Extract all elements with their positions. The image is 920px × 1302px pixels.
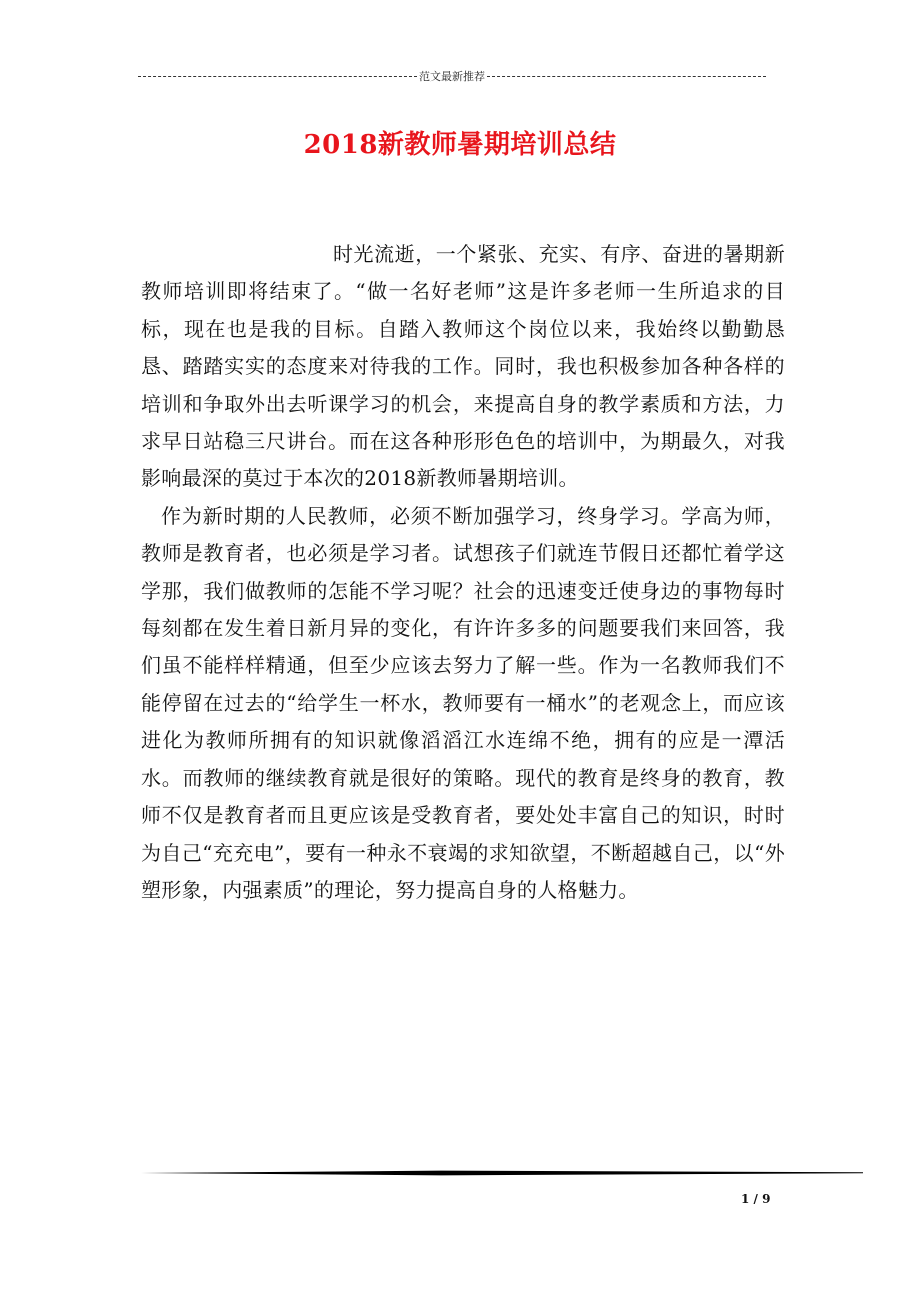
page-number: 1 / 9 (741, 1192, 771, 1206)
header-dash-left (138, 76, 417, 77)
document-body (141, 236, 785, 909)
header-dash-right (487, 76, 766, 77)
page-header (138, 68, 766, 84)
footer-rule (141, 1170, 863, 1176)
document-title: 2018新教师暑期培训总结 (303, 130, 617, 160)
paragraph-1: 时光流逝，一个紧张、充实、有序、奋进的暑期新教师培训即将结束了。“做一名好老师”这是许多老师一生所追求的目标，现在也是我的目标。自踏入教师这个岗位以来，我始终以勤勤恳恳、踏踏实实的态度来对待我的工作。同时，我也积极参加各种各样的培训和争取外出去听课学习的机会，来提高自身的教学素质和方法，力求早日站稳三尺讲台。而在这各种形形色色的培训中，为期最久，对我影响最深的莫过于本次的2018新教师暑期培训。 (141, 242, 785, 491)
header-label: 范文最新推荐 (419, 70, 485, 83)
paragraph-2: 作为新时期的人民教师，必须不断加强学习，终身学习。学高为师，教师是教育者，也必须是学习者。试想孩子们就连节假日还都忙着学这学那，我们做教师的怎能不学习呢？社会的迅速变迁使身边的事物每时每刻都在发生着日新月异的变化，有许许多多的问题要我们来回答，我们虽不能样样精通，但至少应该去努力了解一些。作为一名教师我们不能停留在过去的“给学生一杯水，教师要有一桶水”的老观念上，而应该进化为教师所拥有的知识就像滔滔江水连绵不绝，拥有的应是一潭活水。而教师的继续教育就是很好的策略。现代的教育是终身的教育，教师不仅是教育者而且更应该是受教育者，要处处丰富自己的知识，时时为自己“充充电”，要有一种永不衰竭的求知欲望，不断超越自己，以“外塑形象，内强素质”的理论，努力提高自身的人格魅力。 (141, 503, 785, 902)
